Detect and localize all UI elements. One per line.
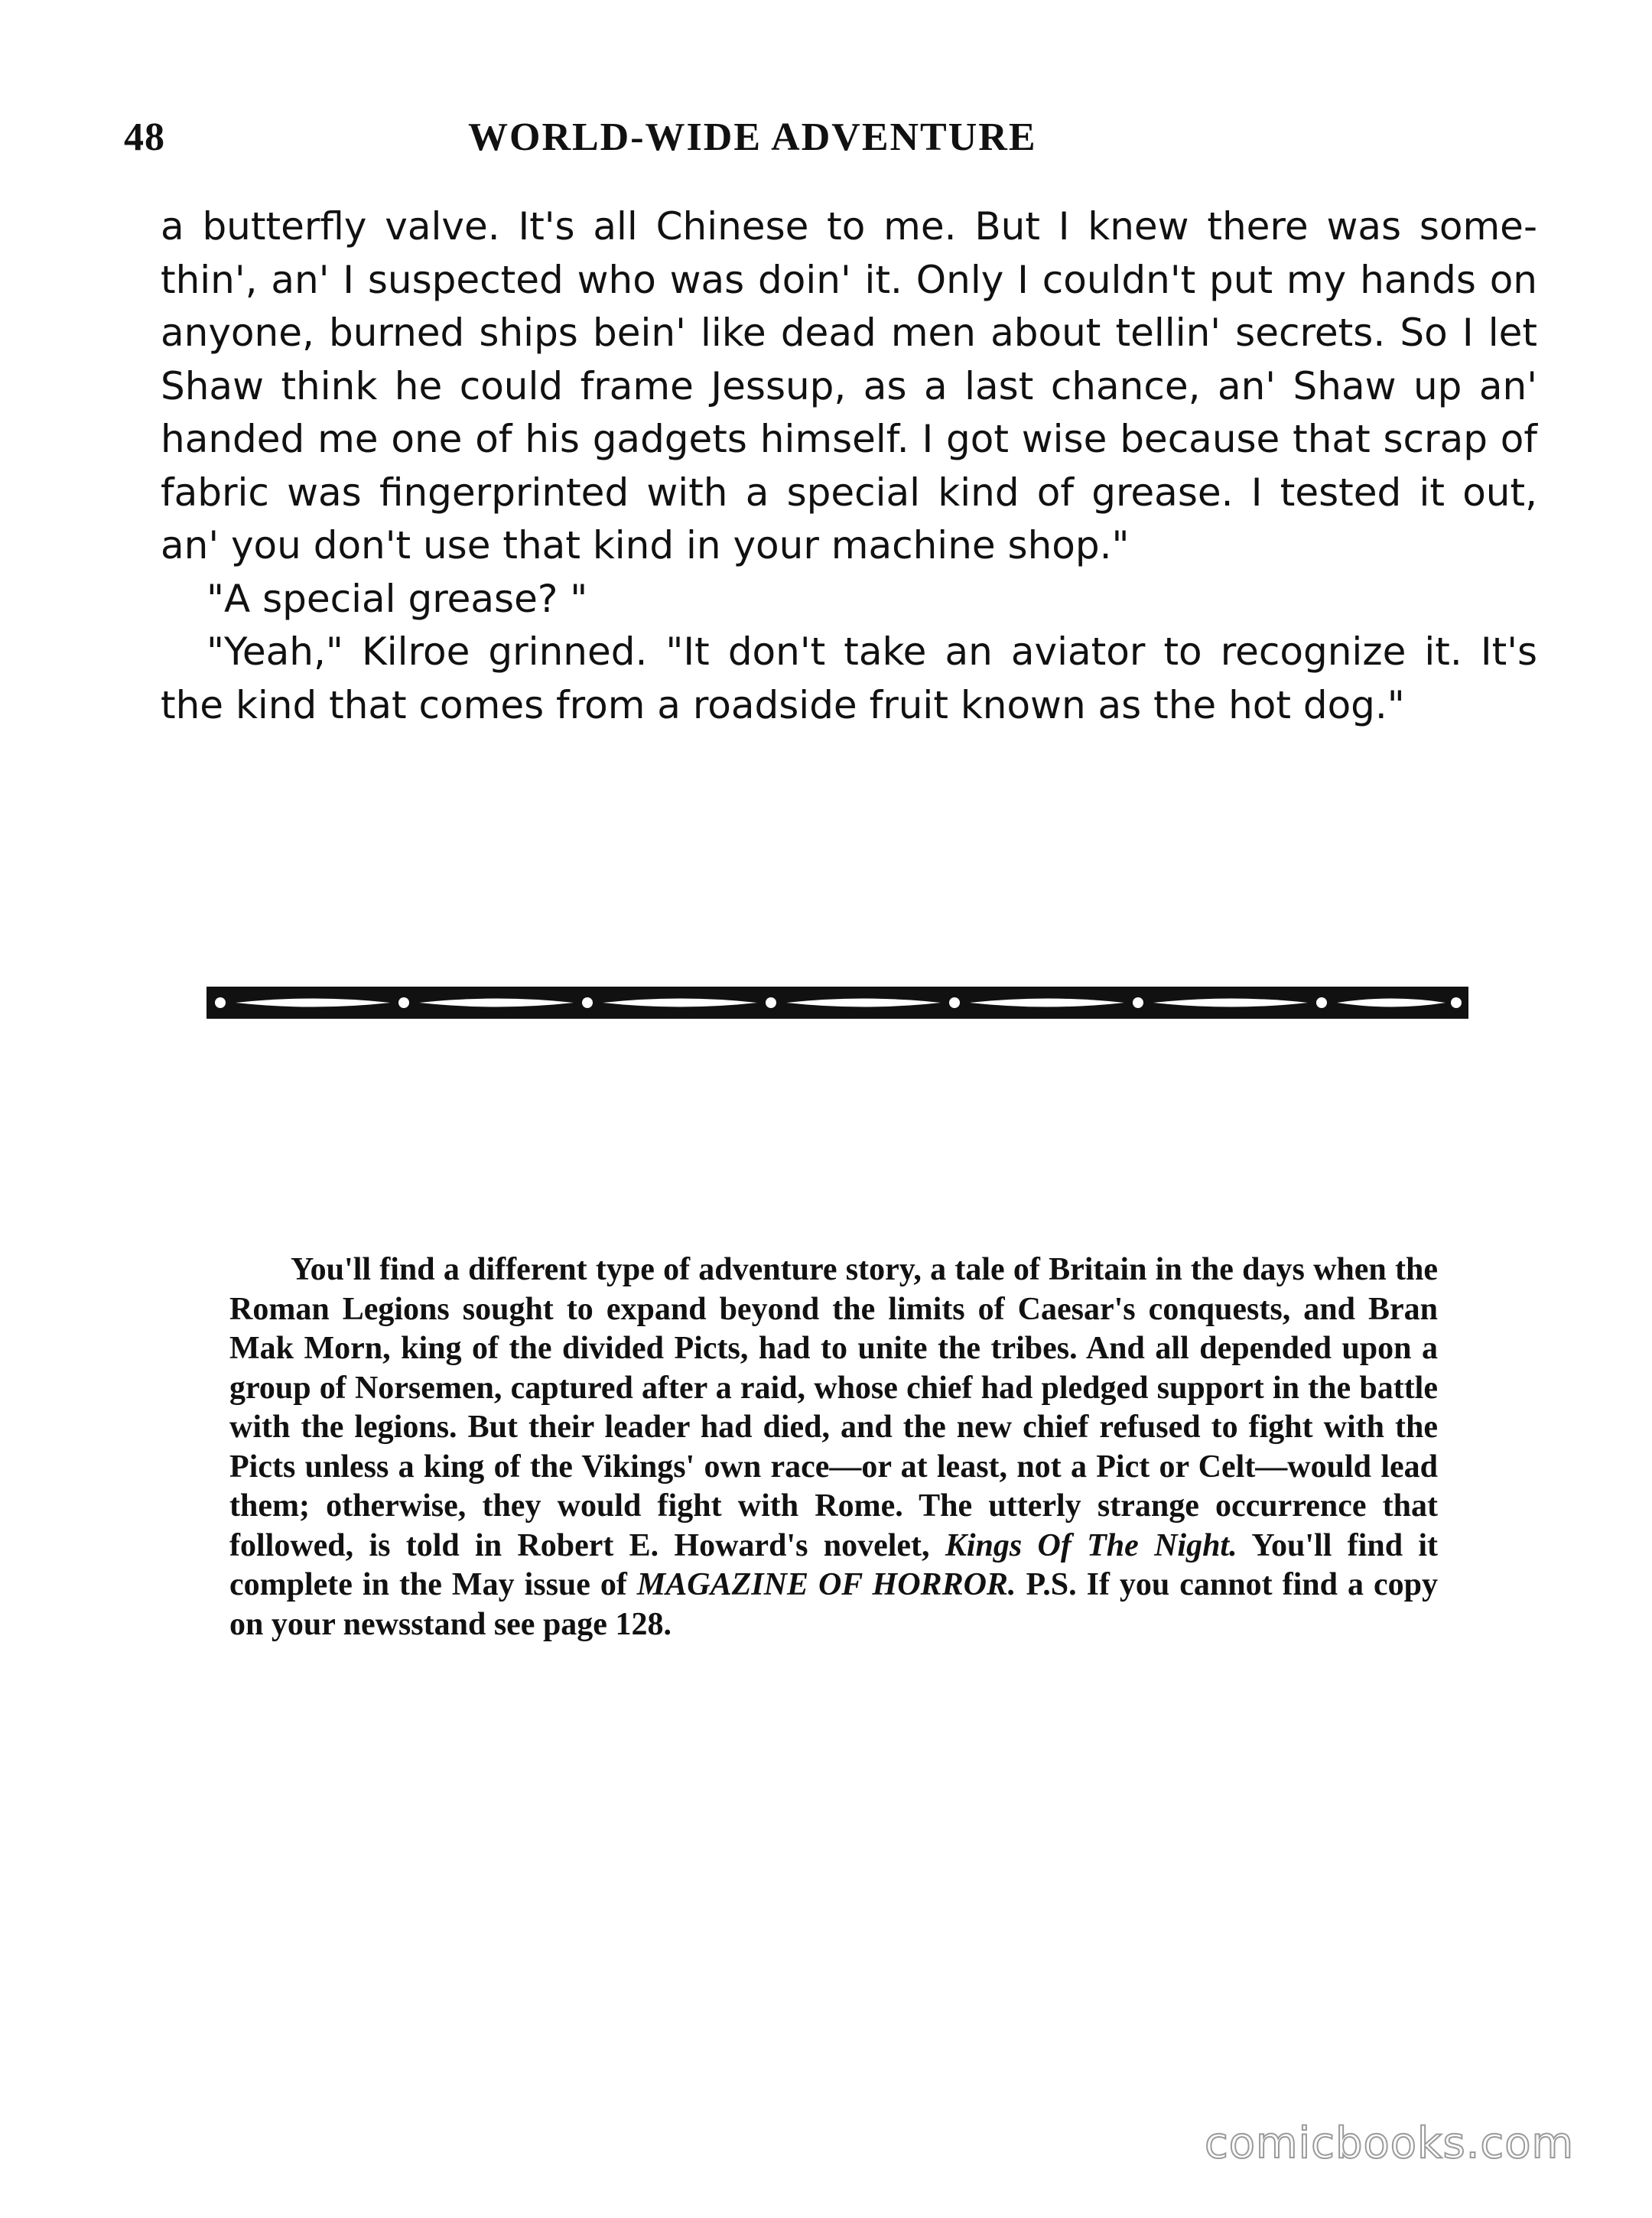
promo-paragraph <box>229 1250 1438 1644</box>
promo-text-cont: You'll find it complete in the May issue of <box>229 1527 1438 1602</box>
page-number: 48 <box>124 115 165 159</box>
ornament-dot <box>215 997 226 1008</box>
story-paragraph: a butterfly valve. It's all Chinese to me. But I knew there was some-thin', an' I suspected who was doin' it. Only I couldn't put my hands on anyone, burned ships bein' like dead men about tellin' secrets. So I let Shaw think he could frame Jessup, as a last chance, an' Shaw up an' handed me one of his gadgets himself. I got wise because that scrap of fabric was fingerprinted with a special kind of grease. I tested it out, an' you don't use that kind in your machine shop." <box>161 204 1537 568</box>
decorative-chain-divider-icon <box>206 987 1468 1019</box>
magazine-title: MAGAZINE OF HORROR. <box>636 1567 1016 1602</box>
ornament-dot <box>1316 997 1327 1008</box>
promo-blurb <box>229 1250 1438 1644</box>
story-title: Kings Of The Night. <box>945 1527 1237 1563</box>
site-watermark: comicbooks.com <box>1205 2119 1575 2168</box>
ornament-dot <box>582 997 593 1008</box>
story-body <box>161 200 1537 732</box>
ornament-dot <box>1451 997 1462 1008</box>
ornament-dot <box>766 997 776 1008</box>
ornament-dot <box>1133 997 1143 1008</box>
postscript: P.S. If you cannot find a copy on your newsstand see page 128. <box>229 1567 1438 1642</box>
running-header <box>124 115 1169 168</box>
story-paragraph: "Yeah," Kilroe grinned. "It don't take an aviator to recognize it. It's the kind that comes from a roadside fruit known as the hot dog." <box>161 629 1537 727</box>
ornament-dot <box>398 997 409 1008</box>
running-title: WORLD-WIDE ADVENTURE <box>468 115 1037 159</box>
promo-text: You'll find a different type of adventure story, a tale of Britain in the days when the Roman Legions sought to expand beyond the limits of Caesar's conquests, and Bran Mak Morn, king of the divided Picts, had to unite the tribes. And all depended upon a group of Norsemen, captured after a raid, whose chief had pledged support in the battle with the legions. But their leader had died, and the new chief refused to fight with the Picts unless a king of the Vikings' own race—or at least, not a Pict or Celt—would lead them; otherwise, they would fight with Rome. The utterly strange occurrence that followed, is told in Robert E. Howard's novelet, <box>229 1252 1438 1563</box>
story-paragraph: "A special grease? " <box>206 576 588 621</box>
ornament-dot <box>949 997 960 1008</box>
